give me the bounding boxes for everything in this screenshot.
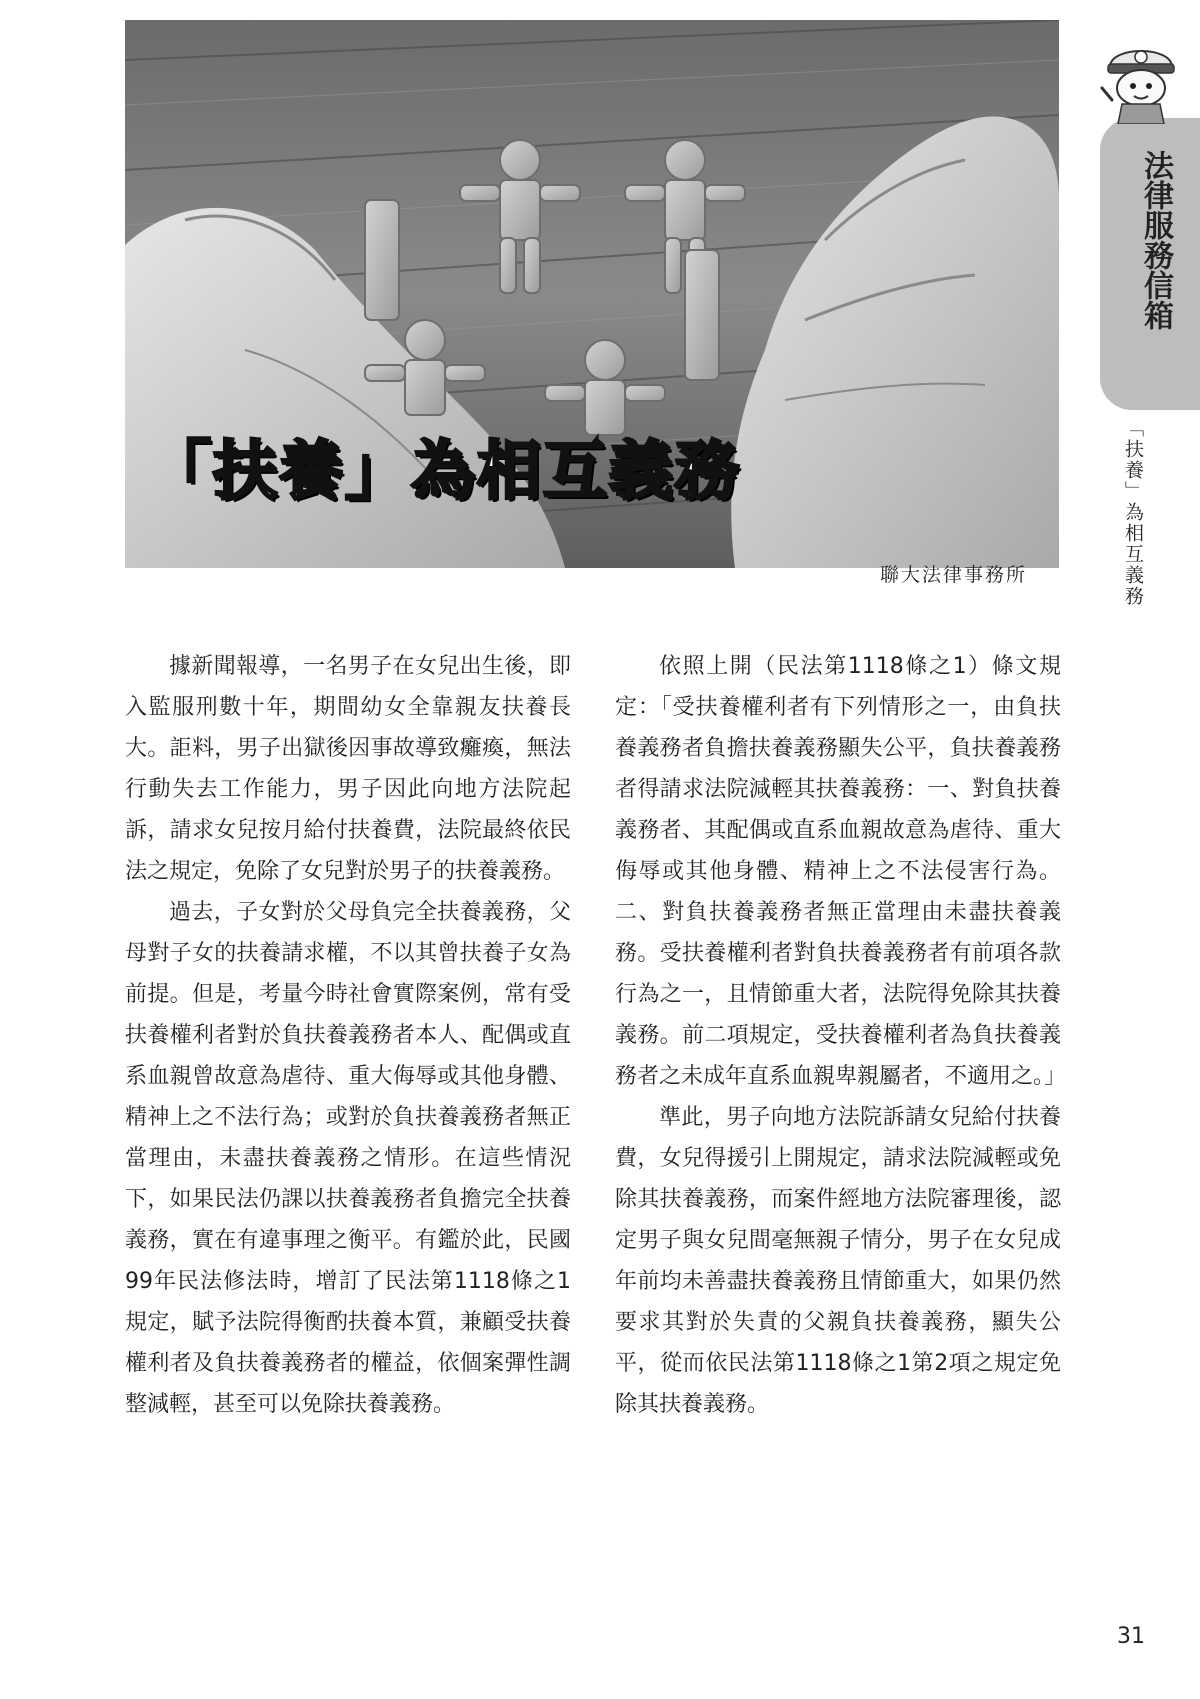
running-header-title: 「扶養」為相互義務: [1122, 418, 1144, 607]
article-column-left: [125, 646, 571, 1425]
photo-credit: 聯大法律事務所: [880, 564, 1028, 586]
hero-title: 「扶養」為相互義務: [147, 435, 741, 509]
article-paragraph: 過去，子女對於父母負完全扶養義務，父母對子女的扶養請求權，不以其曾扶養子女為前提。但是，考量今時社會實際案例，常有受扶養權利者對於負扶養義務者本人、配偶或直系血親曾故意為虐待、重大侮辱或其他身體、精神上之不法行為；或對於負扶養義務者無正當理由，未盡扶養義務之情形。在這些情況下，如果民法仍課以扶養義務者負擔完全扶養義務，實在有違事理之衡平。有鑑於此，民國99年民法修法時，增訂了民法第1118條之1規定，賦予法院得衡酌扶養本質，兼顧受扶養權利者及負扶養義務者的權益，依個案彈性調整減輕，甚至可以免除扶養義務。: [125, 900, 571, 1417]
section-tab-label: 法律服務信箱: [1138, 150, 1173, 330]
police-mascot-icon: [1098, 40, 1184, 124]
article-paragraph: 依照上開（民法第1118條之1）條文規定：「受扶養權利者有下列情形之一，由負扶養義務者負擔扶養義務顯失公平，負扶養義務者得請求法院減輕其扶養義務：一、對負扶養義務者、其配偶或直系血親故意為虐待、重大侮辱或其他身體、精神上之不法侵害行為。二、對負扶養義務者無正當理由未盡扶養義務。受扶養權利者對負扶養義務者有前項各款行為之一，且情節重大者，法院得免除其扶養義務。前二項規定，受扶養權利者為負扶養義務者之未成年直系血親卑親屬者，不適用之。」: [615, 654, 1067, 1089]
article-paragraph: 據新聞報導，一名男子在女兒出生後，即入監服刑數十年，期間幼女全靠親友扶養長大。詎料，男子出獄後因事故導致癱瘓，無法行動失去工作能力，男子因此向地方法院起訴，請求女兒按月給付扶養費，法院最終依民法之規定，免除了女兒對於男子的扶養義務。: [125, 654, 571, 884]
hero-photo: [125, 20, 1059, 568]
page-number: 31: [1117, 1624, 1145, 1649]
article-paragraph: 準此，男子向地方法院訴請女兒給付扶養費，女兒得援引上開規定，請求法院減輕或免除其扶養義務，而案件經地方法院審理後，認定男子與女兒間毫無親子情分，男子在女兒成年前均未善盡扶養義務且情節重大，如果仍然要求其對於失責的父親負扶養義務，顯失公平，從而依民法第1118條之1第2項之規定免除其扶養義務。: [615, 1105, 1061, 1417]
article-column-right: [615, 646, 1067, 1425]
